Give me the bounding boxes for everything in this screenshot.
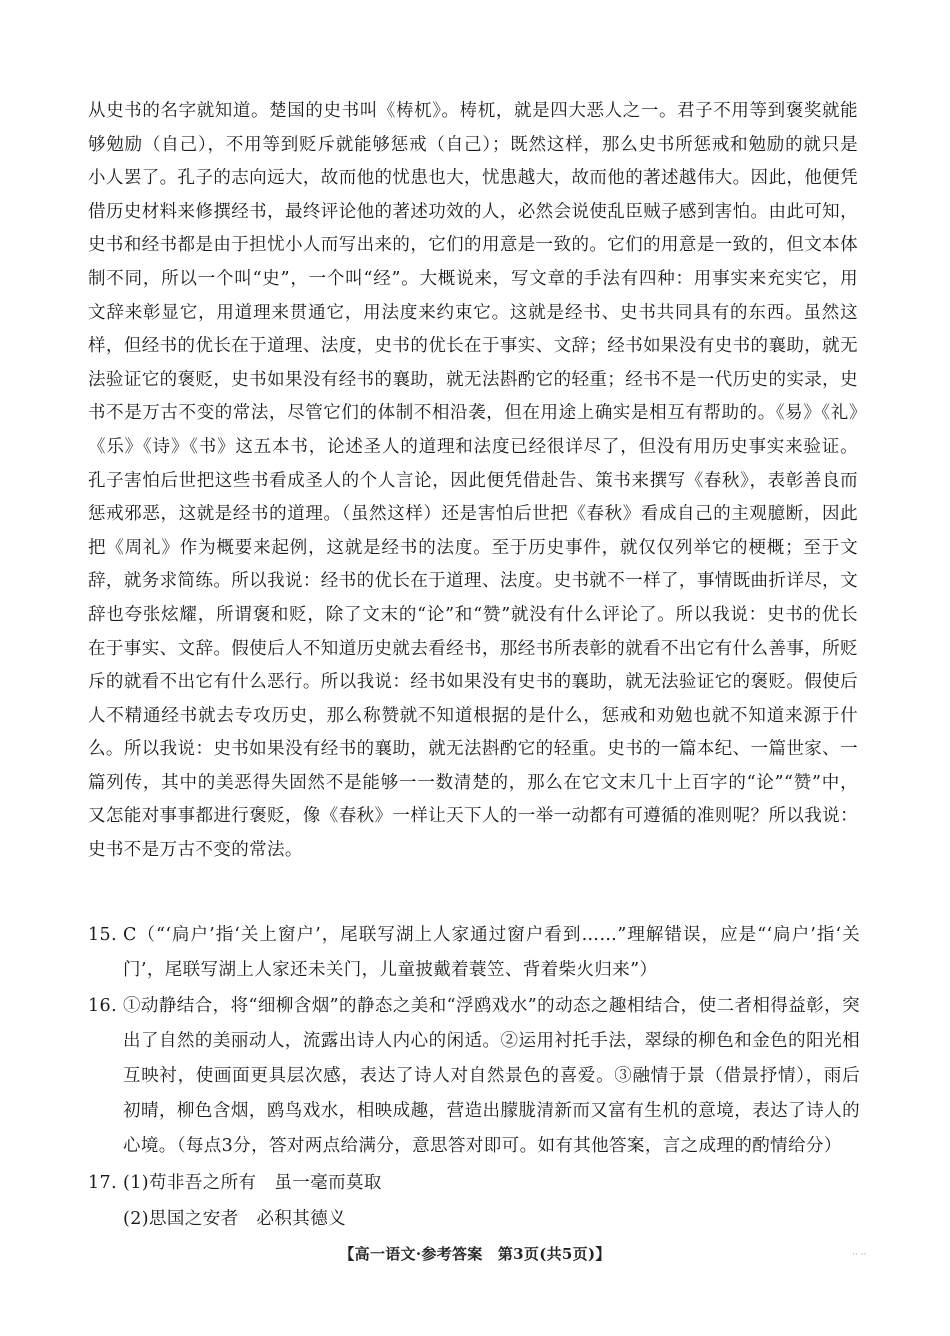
- question-15-number: 15.: [88, 925, 118, 945]
- page-footer: 【高一语文·参考答案 第3页(共5页)】: [339, 1245, 611, 1263]
- question-16-number: 16.: [88, 996, 118, 1016]
- q17-line1-b: 虽一毫而莫取: [274, 1173, 382, 1193]
- question-16-answer: ①动静结合，将“细柳含烟”的静态之美和“浮鸥戏水”的动态之趣相结合，使二者相得益彰，突出了自然的美丽动人，流露出诗人内心的闲适。②运用衬托手法，翠绿的柳色和金色的阳光相互映衬，使画面更具层次感，表达了诗人对自然景色的喜爱。③融情于景（借景抒情），雨后初晴，柳色含烟，鸥鸟戏水，相映成趣，营造出朦胧清新而又富有生机的意境，表达了诗人的心境。（每点3分，答对两点给满分，意思答对即可。如有其他答案，言之成理的酌情给分）: [123, 996, 860, 1156]
- corner-marks: ·· ··: [852, 1250, 867, 1260]
- q17-line2-b: 必积其德义: [256, 1209, 346, 1229]
- q17-line1-label: (1): [123, 1173, 149, 1193]
- q17-line2-a: 思国之安者: [149, 1209, 239, 1229]
- question-15-answer: C（“‘扃户’指‘关上窗户’，尾联写湖上人家通过窗户看到……”理解错误，应是“‘扃户’指‘关门’，尾联写湖上人家还未关门，儿童披戴着蓑笠、背着柴火归来”）: [123, 925, 860, 980]
- question-15: [88, 918, 860, 988]
- q17-line1-a: 苟非吾之所有: [149, 1173, 257, 1193]
- question-16: [88, 989, 860, 1164]
- question-17-line-2: [123, 1202, 346, 1237]
- question-17-number: 17.: [88, 1173, 118, 1193]
- answer-body-paragraph: 从史书的名字就知道。楚国的史书叫《梼杌》。梼杌，就是四大恶人之一。君子不用等到褒奖就能够勉励（自己），不用等到贬斥就能够惩戒（自己）；既然这样，那么史书所惩戒和勉励的就只是小人罢了。孔子的志向远大，故而他的忧患也大，忧患越大，故而他的著述越伟大。因此，他便凭借历史材料来修撰经书，最终评论他的著述功效的人，必然会说使乱臣贼子感到害怕。由此可知，史书和经书都是由于担忧小人而写出来的，它们的用意是一致的。它们的用意是一致的，但文本体制不同，所以一个叫“史”，一个叫“经”。大概说来，写文章的手法有四种：用事实来充实它，用文辞来彰显它，用道理来贯通它，用法度来约束它。这就是经书、史书共同具有的东西。虽然这样，但经书的优长在于道理、法度，史书的优长在于事实、文辞；经书如果没有史书的襄助，就无法验证它的褒贬，史书如果没有经书的襄助，就无法斟酌它的轻重；经书不是一代历史的实录，史书不是万古不变的常法，尽管它们的体制不相沿袭，但在用途上确实是相互有帮助的。《易》《礼》《乐》《诗》《书》这五本书，论述圣人的道理和法度已经很详尽了，但没有用历史事实来验证。孔子害怕后世把这些书看成圣人的个人言论，因此便凭借赴告、策书来撰写《春秋》，表彰善良而惩戒邪恶，这就是经书的道理。（虽然这样）还是害怕后世把《春秋》看成自己的主观臆断，因此把《周礼》作为概要来起例，这就是经书的法度。至于历史事件，就仅仅列举它的梗概；至于文辞，就务求简练。所以我说：经书的优长在于道理、法度。史书就不一样了，事情既曲折详尽，文辞也夸张炫耀，所谓褒和贬，除了文末的“论”和“赞”就没有什么评论了。所以我说：史书的优长在于事实、文辞。假使后人不知道历史就去看经书，那经书所表彰的就看不出它有什么善事，所贬斥的就看不出它有什么恶行。所以我说：经书如果没有史书的襄助，就无法验证它的褒贬。假使后人不精通经书就去专攻历史，那么称赞就不知道根据的是什么，惩戒和劝勉也就不知道来源于什么。所以我说：史书如果没有经书的襄助，就无法斟酌它的轻重。史书的一篇本纪、一篇世家、一篇列传，其中的美恶得失固然不是能够一一数清楚的，那么在它文末几十上百字的“论”“赞”中，又怎能对事事都进行褒贬，像《春秋》一样让天下人的一举一动都有可遵循的准则呢？所以我说：史书不是万古不变的常法。: [88, 101, 858, 861]
- question-17: [88, 1166, 860, 1201]
- question-17-line-1: [88, 1166, 860, 1201]
- q17-line2-label: (2): [123, 1209, 149, 1229]
